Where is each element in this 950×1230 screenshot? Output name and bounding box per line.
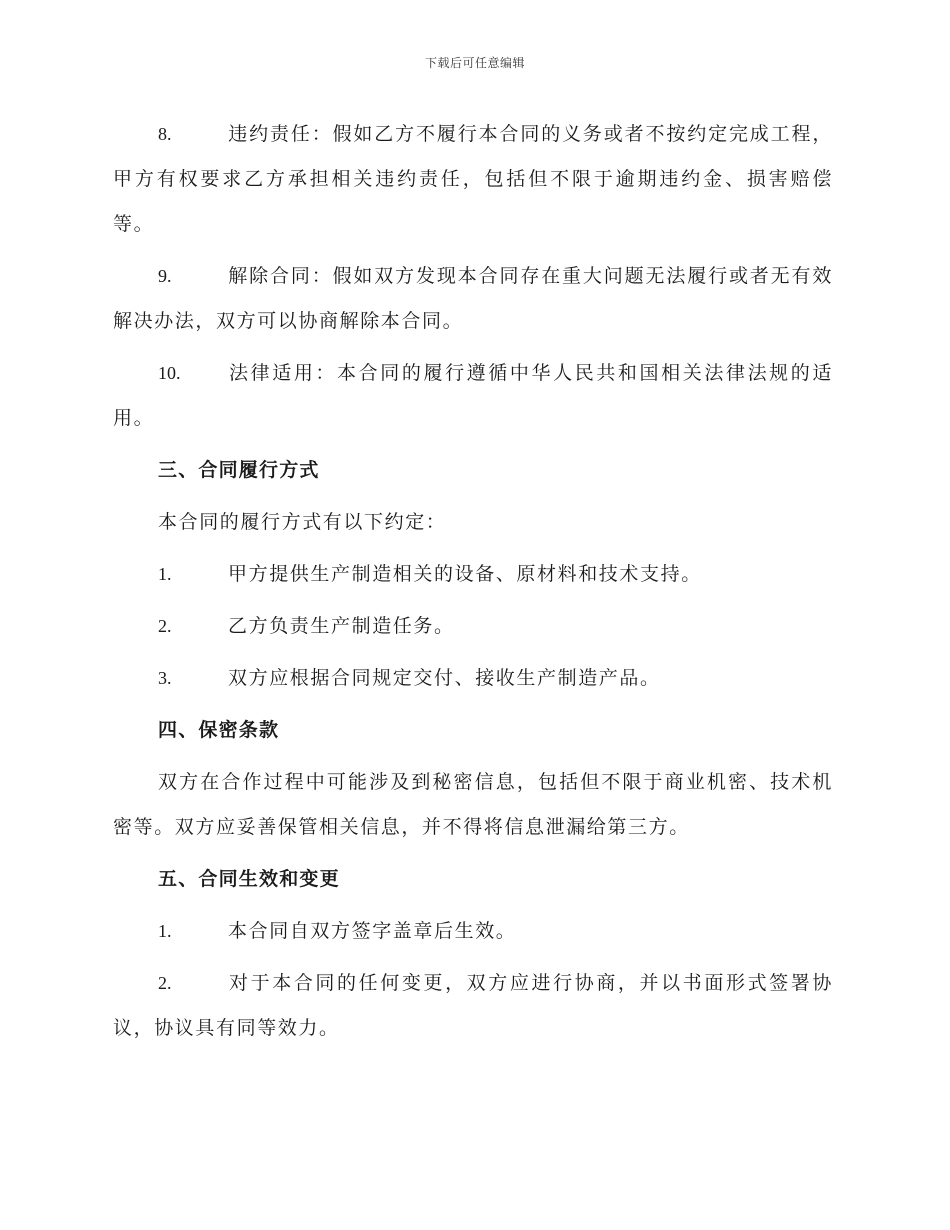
clause-number: 9.	[158, 266, 172, 286]
list-text: 甲方提供生产制造相关的设备、原材料和技术支持。	[228, 563, 702, 585]
list-text: 双方应根据合同规定交付、接收生产制造产品。	[228, 667, 661, 689]
clause-9	[113, 254, 833, 344]
section-heading-performance: 三、合同履行方式	[158, 459, 320, 481]
paragraph: 双方在合作过程中可能涉及到秘密信息，包括但不限于商业机密、技术机密等。双方应妥善保管相关信息，并不得将信息泄漏给第三方。	[113, 771, 833, 838]
list-text: 对于本合同的任何变更，双方应进行协商，并以书面形式签署协议，协议具有同等效力。	[113, 972, 833, 1039]
list-number: 2.	[158, 973, 172, 993]
section-heading-confidentiality: 四、保密条款	[158, 719, 280, 741]
clause-8	[113, 112, 833, 247]
clause-number: 8.	[158, 124, 172, 144]
clause-10	[113, 351, 833, 441]
clause-text: 解除合同：假如双方发现本合同存在重大问题无法履行或者无有效解决办法，双方可以协商解除本合同。	[113, 265, 833, 332]
list-text: 乙方负责生产制造任务。	[228, 615, 455, 637]
list-number: 2.	[158, 616, 172, 636]
list-text: 本合同自双方签字盖章后生效。	[228, 920, 517, 942]
paragraph: 本合同的履行方式有以下约定：	[158, 511, 447, 533]
list-item	[113, 656, 833, 701]
page-header: 下载后可任意编辑	[424, 56, 525, 70]
list-item	[113, 604, 833, 649]
list-item	[113, 552, 833, 597]
section-heading-effect-and-change: 五、合同生效和变更	[158, 868, 340, 890]
clause-text: 法律适用：本合同的履行遵循中华人民共和国相关法律法规的适用。	[113, 362, 833, 429]
list-number: 3.	[158, 668, 172, 688]
list-number: 1.	[158, 564, 172, 584]
list-number: 1.	[158, 921, 172, 941]
clause-number: 10.	[158, 363, 181, 383]
clause-text: 违约责任：假如乙方不履行本合同的义务或者不按约定完成工程，甲方有权要求乙方承担相关违约责任，包括但不限于逾期违约金、损害赔偿等。	[113, 123, 833, 235]
document-body	[113, 112, 833, 1058]
list-item	[113, 961, 833, 1051]
list-item	[113, 909, 833, 954]
